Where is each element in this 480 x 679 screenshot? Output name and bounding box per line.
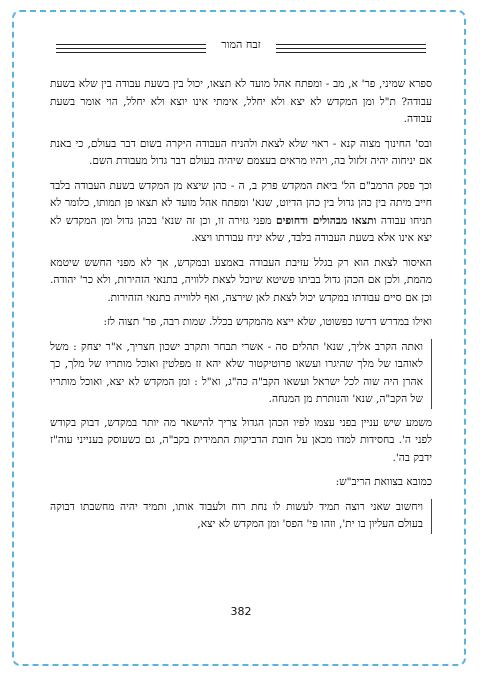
- paragraph: ואילו במדרש דרשו כפשוטו, שלא ייצא מהמקדש בכלל. שמות רבה, פר' תצוה לז:: [103, 316, 432, 328]
- block-quote: ואתה הקרב אליך, שנא' תהלים סה - אשרי תבחר ותקרב ישכון חצריך, א"ר יצחק : משל לאוהבו של מלך שהיגרו ועשאו פרוטיקטור שלא יהא זז מפלטין ואוכל מותריו של מלך, כך אהרן היה שוה לכל ישראל ועשאו הקב"ה כה"ג, וא"ל : ומן המקדש לא יצא, ואוכל מותריו של הקב"ה, שנא' והנותרת מן המנחה.: [50, 339, 432, 409]
- header-rule-right: [276, 44, 426, 56]
- header-rule-left: [56, 44, 206, 56]
- paragraph: ובס' החינוך מצוה קנא - ראוי שלא לצאת ולהניח העבודה היקרה בשום דבר בעולם, כי באנת אם יניחוה יהיה זלזול בה, ויהיו מראים בעצמם שיהיה בעולם דבר גדול מעבודת השם.: [50, 137, 432, 167]
- page-number: 382: [230, 605, 252, 618]
- paragraph-text: וכך פסק הרמב"ם הל' ביאת המקדש פרק ב, ה - כהן שיצא מן המקדש בשעת העבודה בלבד חייב מיתה בין כהן גדול בין כהן הדיוט, שנא' ומפתח אהל מועד לא תצאו פן תמותו, כלומר לא תניחו עבודה: [50, 179, 432, 227]
- paragraph: כמובא בצוואת הריב"ש:: [335, 476, 432, 488]
- paragraph: משמע שיש עניין בפני עצמו לפיו הכהן הגדול צריך להישאר מה יותר במקדש, דבוק בקודש לפני ה'. בחסידות למדו מכאן על חובת הדביקות התמידית בקב"ה, גם כשעוסק בענייני עוה"ז ידבק בה'.: [50, 416, 432, 464]
- running-header: [50, 30, 432, 58]
- body-text: [50, 76, 432, 534]
- document-page: [50, 30, 432, 650]
- paragraph: ספרא שמיני, פר' א, מב - ומפתח אהל מועד לא תצאו, יכול בין בשעת עבודה בין שלא בשעת עבודה? ת"ל ומן המקדש לא יצא ולא יחלל, אימתי אינו יוצא ולא יחלל, הוי אומר בשעת עבודה.: [50, 78, 432, 125]
- block-quote: ויחשוב שאני רוצה תמיד לעשות לו נחת רוח ולעבוד אותו, ותמיד יהיה מחשבתו דבוקה בעולם העליון בו ית', וזהו פי' הפס' ומן המקדש לא יצא,: [50, 499, 432, 534]
- header-title: זבח המור: [215, 38, 266, 51]
- bold-phrase: ותצאו מבהולים ודחופים: [275, 214, 377, 227]
- paragraph: [50, 178, 432, 248]
- paragraph-text: מפני גזירה זו, וכן זה שנא' בכהן גדול ומן המקדש לא יצא אינו אלא בשעת העבודה בלבד, שלא יניח עבודתו ויצא.: [50, 214, 432, 244]
- paragraph: האיסור לצאת הוא רק בגלל עזיבת העבודה באמצע ובמקדש, אך לא מפני החשש שיטמא מהמת, ולכן אם הכהן גדול בביתו פשיטא שיוכל לצאת ללוויה, בתנאי הזהירות, ולא כר' יהודה. וכן אם סיים עבודתו במקדש יכול לצאת לאן שירצה, ואף ללווייה בתנאי הזהירות.: [50, 256, 432, 304]
